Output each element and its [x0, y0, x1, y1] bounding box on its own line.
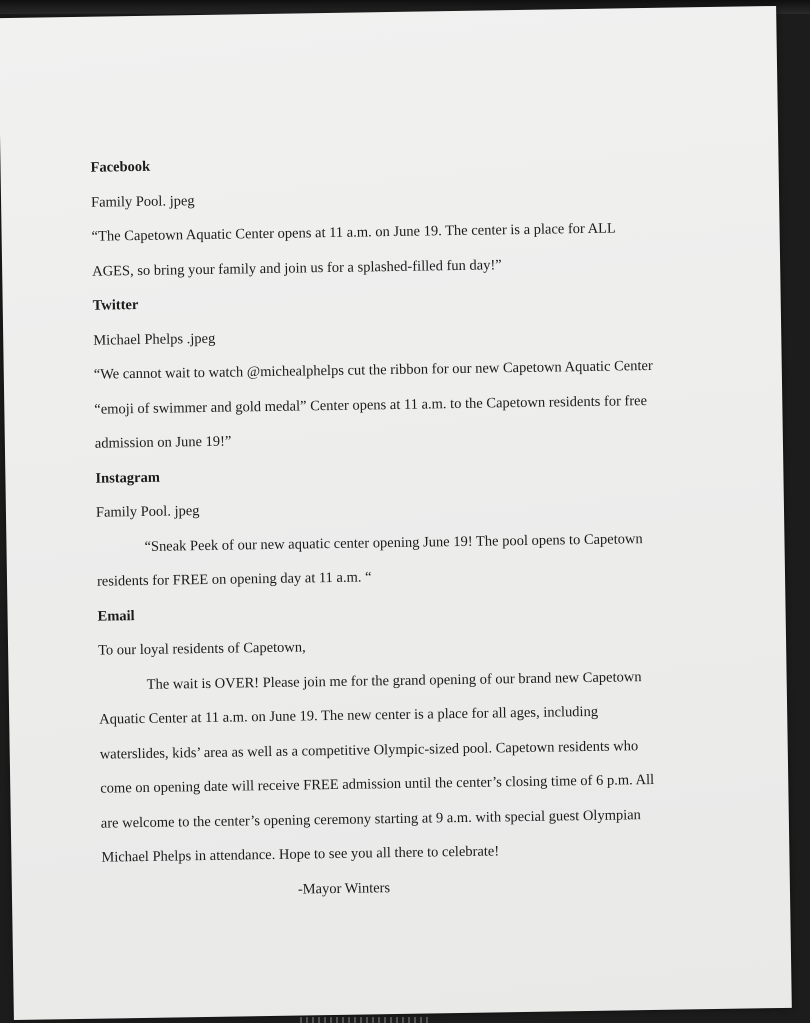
email-text-line: are welcome to the center’s opening ceremony starting at 9 a.m. with special guest Olympian [100, 806, 641, 832]
facebook-attachment: Family Pool. jpeg [90, 192, 195, 211]
twitter-text-line: “We cannot wait to watch @michealphelps cut the ribbon for our new Capetown Aquatic Center [93, 357, 653, 383]
email-text-line: Michael Phelps in attendance. Hope to see you all there to celebrate! [101, 843, 500, 866]
twitter-attachment: Michael Phelps .jpeg [93, 330, 216, 349]
facebook-text-line: AGES, so bring your family and join us for a splashed-filled fun day!” [92, 256, 502, 280]
document-body [90, 141, 692, 909]
email-text-line: waterslides, kids’ area as well as a competitive Olympic-sized pool. Capetown residents who [99, 737, 639, 763]
email-text-line: Aquatic Center at 11 a.m. on June 19. The new center is a place for all ages, including [99, 703, 599, 728]
facebook-heading: Facebook [90, 158, 151, 176]
facebook-text-line: “The Capetown Aquatic Center opens at 11 a.m. on June 19. The center is a place for ALL [91, 220, 616, 245]
email-heading: Email [97, 607, 135, 625]
instagram-attachment: Family Pool. jpeg [95, 503, 200, 521]
document-page [0, 6, 792, 1020]
scan-binding-mark [300, 1017, 430, 1023]
twitter-text-line: “emoji of swimmer and gold medal” Center opens at 11 a.m. to the Capetown residents for free [94, 392, 648, 418]
twitter-heading: Twitter [92, 297, 139, 314]
email-signature: -Mayor Winters [297, 879, 391, 898]
twitter-text-line: admission on June 19!” [94, 433, 232, 452]
email-text-line: The wait is OVER! Please join me for the grand opening of our brand new Capetown [146, 668, 642, 693]
email-greeting: To our loyal residents of Capetown, [98, 639, 306, 659]
instagram-heading: Instagram [95, 469, 160, 487]
instagram-text-line: “Sneak Peek of our new aquatic center opening June 19! The pool opens to Capetown [144, 530, 643, 555]
instagram-text-line: residents for FREE on opening day at 11 a.m. “ [96, 569, 372, 590]
email-text-line: come on opening date will receive FREE admission until the center’s closing time of 6 p.m. All [100, 771, 655, 797]
